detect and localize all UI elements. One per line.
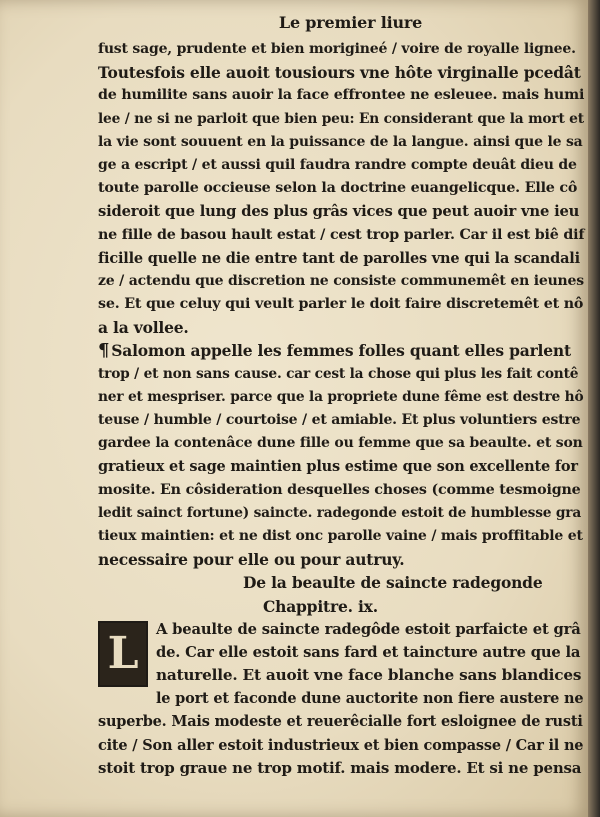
text-line: se. Et que celuy qui veult parler le doit faire discretemêt et nô — [98, 296, 584, 313]
text-line: ze / actendu que discretion ne consiste communemêt en ieunes — [98, 272, 584, 289]
text-line: toute parolle occieuse selon la doctrine euangelicque. Elle cô — [98, 180, 578, 197]
text-line: stoit trop graue ne trop motif. mais modere. Et si ne pensa — [98, 758, 582, 777]
text-line: ne fille de basou hault estat / cest trop parler. Car il est biê dif — [98, 226, 585, 243]
text-line: la vie sont souuent en la puissance de la langue. ainsi que le sa — [98, 133, 583, 150]
paragraph-3 — [98, 618, 583, 780]
text-line: gardee la contenâce dune fille ou femme que sa beaulte. et son — [98, 435, 583, 452]
paragraph-2 — [98, 339, 583, 571]
text-line: gratieux et sage maintien plus estime que son excellente for — [98, 458, 578, 476]
drop-cap: L — [98, 621, 148, 687]
text-line: de humilite sans auoir la face effrontee ne esleuee. mais humi — [98, 87, 585, 104]
running-header: Le premier liure — [278, 13, 423, 32]
text-line: ner et mespriser. parce que la propriete dune fême est destre hô — [98, 388, 584, 405]
text-line: naturelle. Et auoit vne face blanche sans blandices — [156, 666, 582, 685]
pilcrow-icon: ¶ — [98, 340, 110, 362]
text-line: le port et faconde dune auctorite non fiere austere ne — [156, 690, 584, 708]
text-line: ¶ Salomon appelle les femmes folles quant elles parlent — [98, 340, 571, 362]
text-line: ficille quelle ne die entre tant de parolles vne qui la scandali — [98, 249, 580, 267]
text-line: teuse / humble / courtoise / et amiable. Et plus voluntiers estre — [98, 412, 581, 428]
text-line: de. Car elle estoit sans fard et taincture autre que la — [156, 643, 581, 661]
text-line: ledit sainct fortune) saincte. radegonde estoit de humblesse gra — [98, 504, 582, 521]
text-line: a la vollee. — [98, 318, 189, 338]
text-line: Toutesfois elle auoit tousiours vne hôte virginalle pcedât — [98, 63, 581, 83]
page-text — [98, 8, 583, 780]
text-line: ge a escript / et aussi quil faudra randre compte deuât dieu de — [98, 156, 577, 173]
text-line: superbe. Mais modeste et reuerêcialle fort esloignee de rusti — [98, 713, 583, 731]
chapter-number: Chappitre. ix. — [263, 596, 378, 616]
text-line: trop / et non sans cause. car cest la chose qui plus les fait contê — [98, 365, 579, 382]
text-line: mosite. En côsideration desquelles choses (comme tesmoigne — [98, 481, 581, 498]
page-edge — [588, 0, 600, 817]
text-line: sideroit que lung des plus grâs vices que peut auoir vne ieu — [98, 203, 580, 221]
chapter-heading: De la beaulte de saincte radegonde — [243, 573, 543, 593]
text-line: necessaire pour elle ou pour autruy. — [98, 550, 405, 570]
paragraph-1 — [98, 38, 583, 339]
text-line: lee / ne si ne parloit que bien peu: En considerant que la mort et — [98, 110, 584, 127]
text-line: A beaulte de saincte radegôde estoit parfaicte et grâ — [156, 620, 581, 638]
text-line: tieux maintien: et ne dist onc parolle vaine / mais proffitable et — [98, 527, 583, 544]
text-line: cite / Son aller estoit industrieux et bien compasse / Car il ne — [98, 736, 584, 754]
text-line: fust sage, prudente et bien morigineé / voire de royalle lignee. — [98, 41, 576, 57]
